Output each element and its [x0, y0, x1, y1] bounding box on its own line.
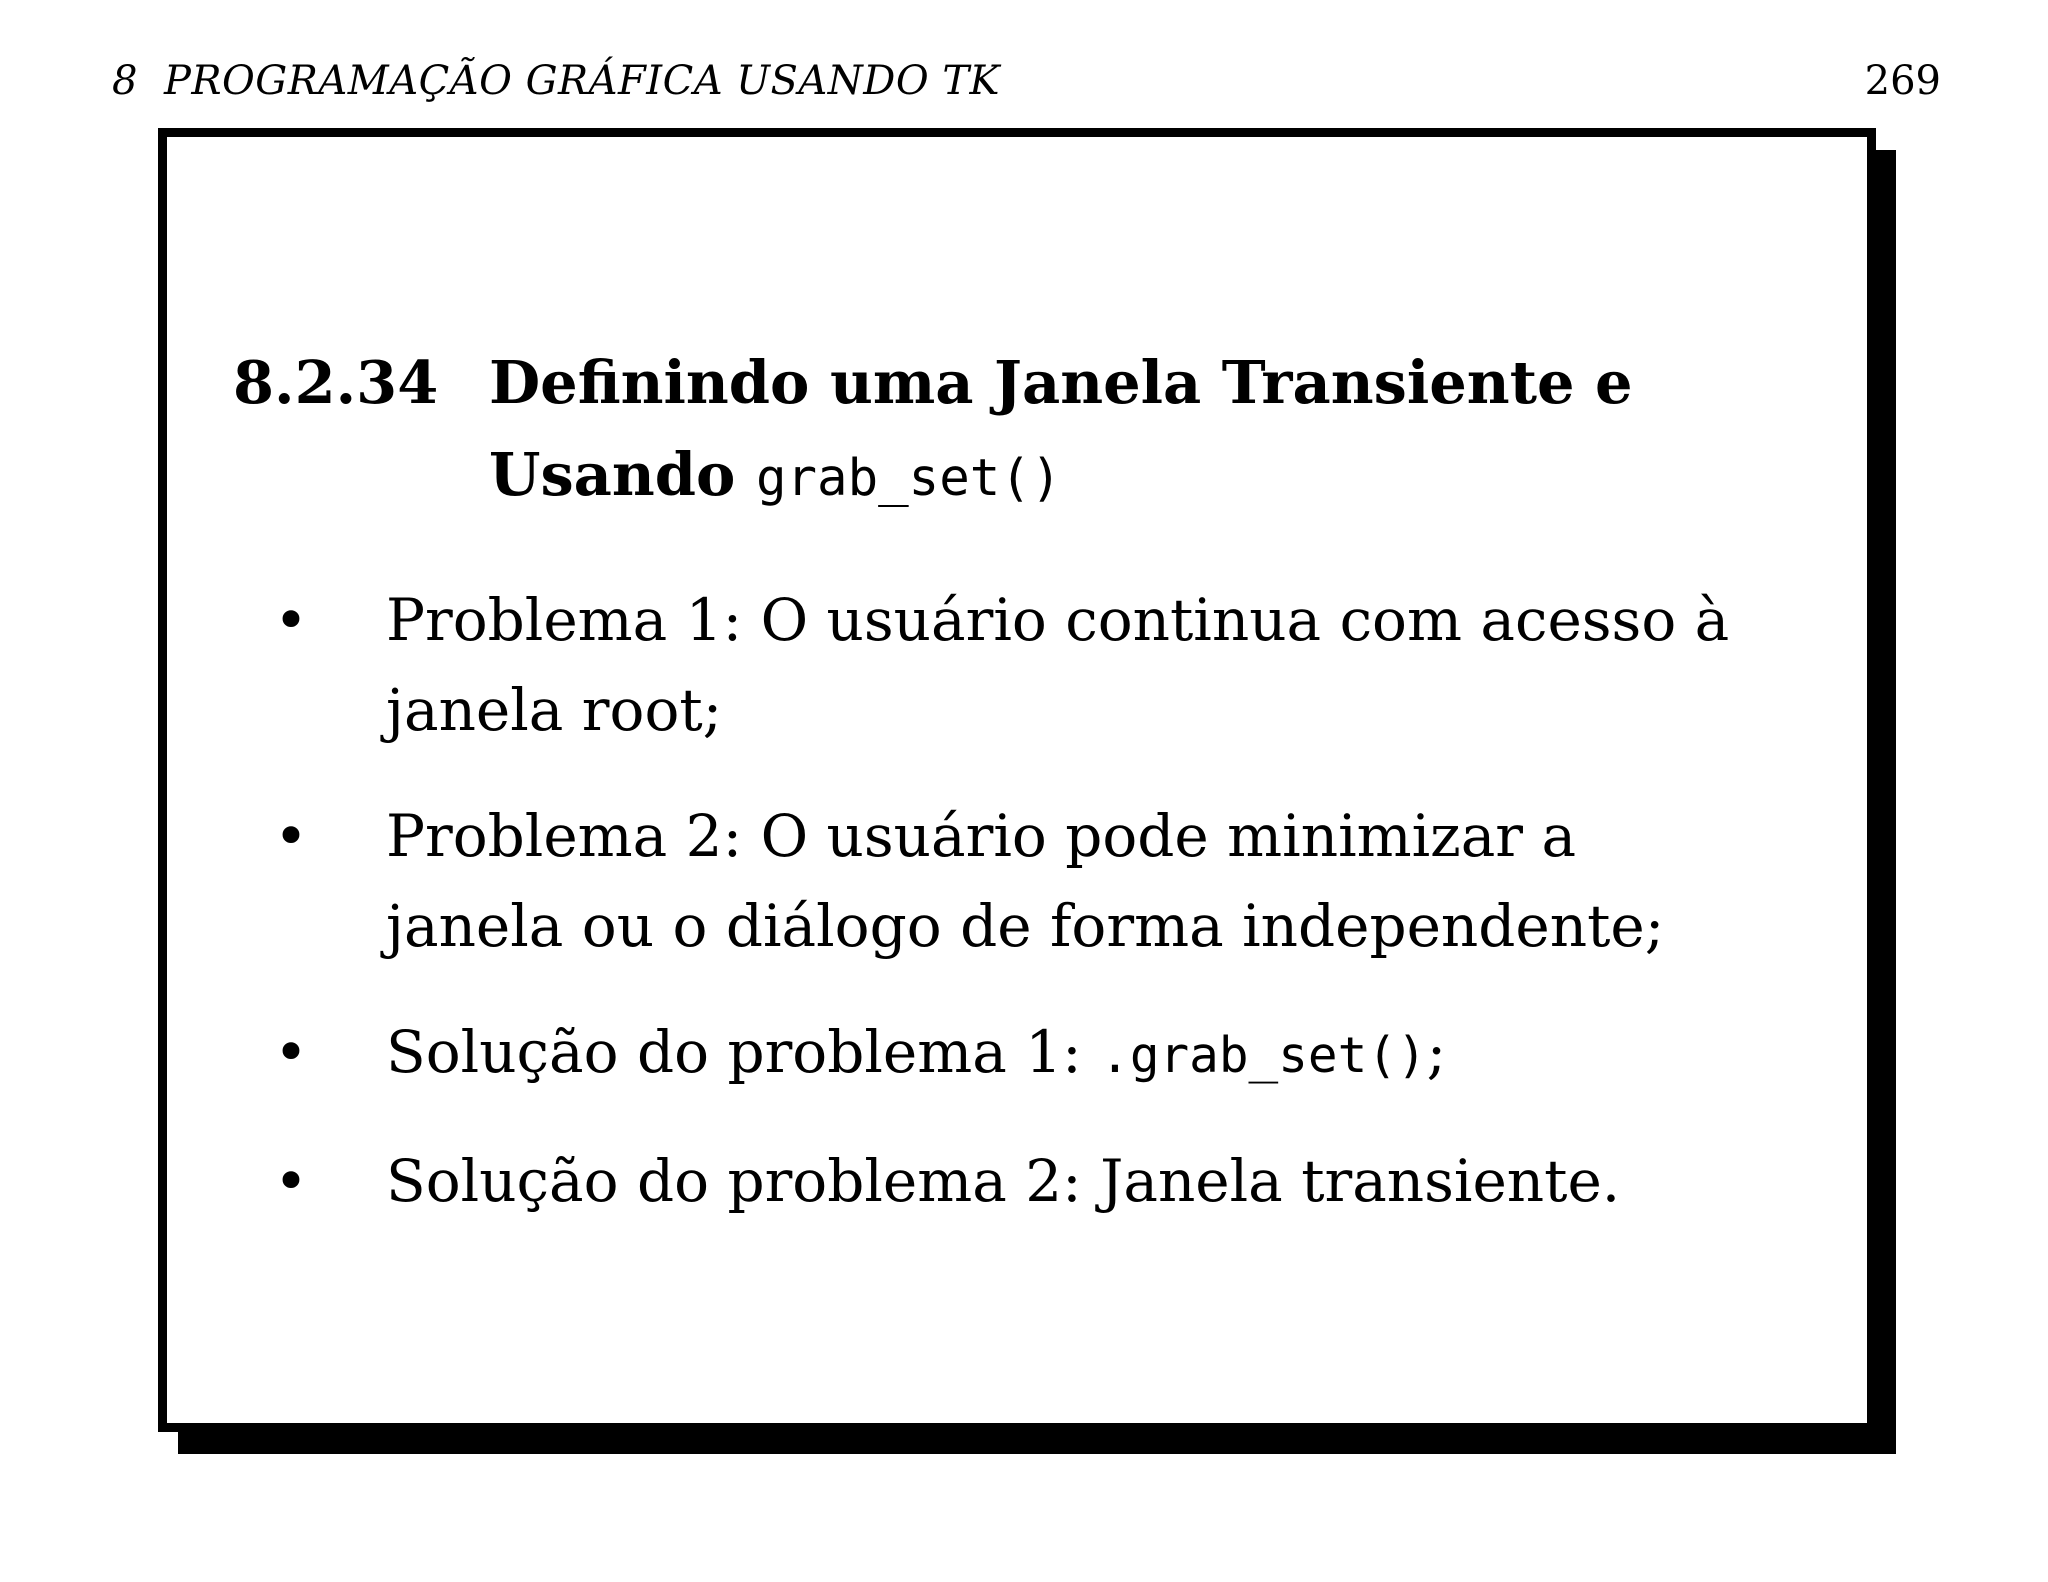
section-number: 8.2.34 — [233, 348, 439, 417]
chapter-number: 8 — [112, 58, 138, 104]
list-item-code: .grab_set() — [1100, 1026, 1427, 1084]
list-item-text: Problema 2: O usuário pode minimizar a janela ou o diálogo de forma independente; — [386, 802, 1665, 960]
list-item-text: Problema 1: O usuário continua com acesso à janela root; — [386, 586, 1730, 744]
list-item — [271, 575, 1771, 755]
bullet-list — [271, 575, 1771, 1262]
list-item — [271, 1136, 1771, 1226]
running-head — [112, 58, 1000, 104]
bullet-icon: • — [273, 1147, 309, 1215]
bullet-icon: • — [273, 802, 309, 870]
list-item-text: Solução do problema 1: — [386, 1018, 1082, 1086]
list-item-text: Solução do problema 2: Janela transiente. — [386, 1147, 1621, 1215]
bullet-icon: • — [273, 586, 309, 654]
section-title — [489, 337, 1729, 524]
list-item — [271, 1007, 1771, 1100]
bullet-icon: • — [273, 1018, 309, 1086]
section-title-line-1: Definindo uma Janela Transiente e — [489, 348, 1633, 417]
chapter-title: PROGRAMAÇÃO GRÁFICA USANDO TK — [163, 58, 1000, 104]
slide-frame — [158, 128, 1876, 1432]
page-number: 269 — [1864, 58, 1941, 104]
list-item-suffix: ; — [1426, 1018, 1447, 1086]
section-title-code: grab_set() — [755, 448, 1062, 507]
list-item — [271, 791, 1771, 971]
section-title-line-2 — [489, 429, 1729, 524]
section-title-word: Usando — [489, 440, 736, 509]
